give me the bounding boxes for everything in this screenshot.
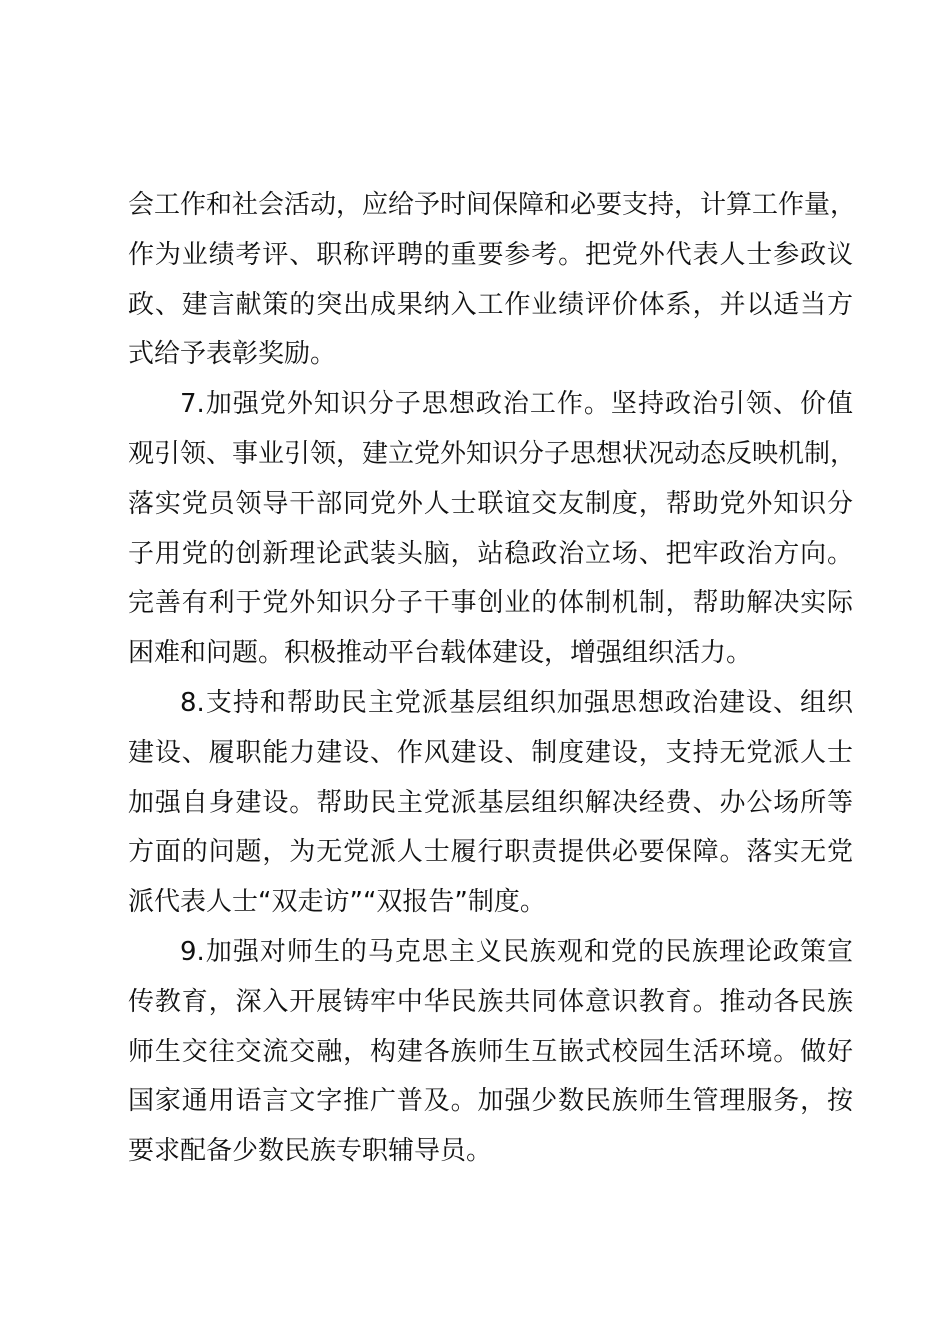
paragraph <box>128 382 857 681</box>
text-line: 子用党的创新理论武装头脑，站稳政治立场、把牢政治方向。 <box>128 538 853 569</box>
text-line: 观引领、事业引领，建立党外知识分子思想状况动态反映机制， <box>128 438 857 469</box>
paragraph <box>128 681 853 930</box>
text-line: 会工作和社会活动，应给予时间保障和必要支持，计算工作量， <box>128 190 857 220</box>
paragraph <box>128 183 857 382</box>
text-line: 7.加强党外知识分子思想政治工作。坚持政治引领、价值 <box>180 389 853 420</box>
text-line: 传教育，深入开展铸牢中华民族共同体意识教育。推动各民族 <box>128 986 853 1017</box>
text-line: 落实党员领导干部同党外人士联谊交友制度，帮助党外知识分 <box>128 488 853 519</box>
paragraph <box>128 930 853 1179</box>
document-body <box>128 183 857 1179</box>
text-line: 要求配备少数民族专职辅导员。 <box>128 1136 493 1167</box>
text-line: 完善有利于党外知识分子干事创业的体制机制，帮助解决实际 <box>128 588 853 619</box>
text-line: 方面的问题，为无党派人士履行职责提供必要保障。落实无党 <box>128 837 853 868</box>
text-line: 国家通用语言文字推广普及。加强少数民族师生管理服务，按 <box>128 1086 853 1117</box>
text-line: 建设、履职能力建设、作风建设、制度建设，支持无党派人士 <box>128 737 853 768</box>
text-line: 8.支持和帮助民主党派基层组织加强思想政治建设、组织 <box>180 687 853 718</box>
text-line: 式给予表彰奖励。 <box>128 339 337 370</box>
text-line: 加强自身建设。帮助民主党派基层组织解决经费、办公场所等 <box>128 787 853 818</box>
text-line: 作为业绩考评、职称评聘的重要参考。把党外代表人士参政议 <box>128 239 853 270</box>
text-line: 9.加强对师生的马克思主义民族观和党的民族理论政策宣 <box>180 936 853 967</box>
text-line: 师生交往交流交融，构建各族师生互嵌式校园生活环境。做好 <box>128 1036 853 1067</box>
text-line: 派代表人士“双走访”“双报告”制度。 <box>128 887 546 918</box>
text-line: 困难和问题。积极推动平台载体建设，增强组织活力。 <box>128 638 753 669</box>
text-line: 政、建言献策的突出成果纳入工作业绩评价体系，并以适当方 <box>128 289 853 320</box>
